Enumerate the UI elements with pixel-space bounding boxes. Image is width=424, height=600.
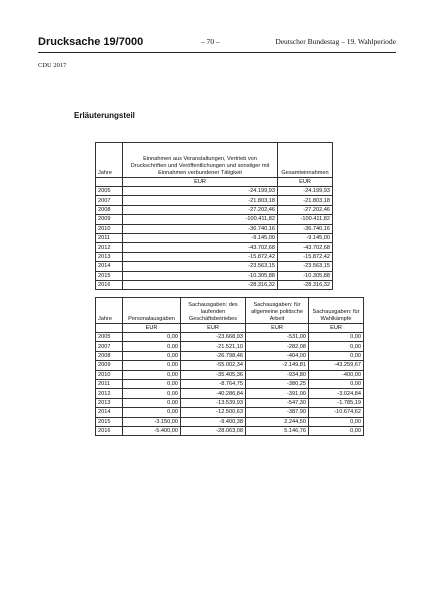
value-cell: -9.145,00 [278,233,333,242]
value-cell: -5.400,00 [123,426,181,435]
value-cell: 0,00 [123,370,181,379]
table-row [96,379,364,388]
unit-cell: EUR [123,178,278,187]
value-cell: -43.702,68 [123,243,278,252]
value-cell: -43.702,68 [278,243,333,252]
value-cell: -391,00 [246,389,309,398]
year-cell: 2014 [96,408,123,417]
year-cell: 2013 [96,398,123,407]
value-cell: -12.500,63 [181,408,246,417]
table-row [96,333,364,342]
publisher-line: Deutscher Bundestag – 19. Wahlperiode [275,37,396,46]
value-cell: 0,00 [123,342,181,351]
year-cell: 2012 [96,243,123,252]
value-cell: -1.785,19 [309,398,364,407]
table-row [96,417,364,426]
table-row [96,342,364,351]
expenses-table-unit-row [96,324,364,333]
value-cell: 5.146,76 [246,426,309,435]
unit-cell [96,324,123,333]
column-header-campaigns: Sachausgaben: für Wahlkämpfe [309,298,364,324]
unit-cell: EUR [123,324,181,333]
year-cell: 2010 [96,370,123,379]
value-cell: -35.405,36 [181,370,246,379]
value-cell: 0,00 [309,342,364,351]
header-divider [38,52,396,53]
value-cell: -10.674,62 [309,408,364,417]
year-cell: 2008 [96,351,123,360]
table-row [96,252,333,261]
value-cell: 0,00 [123,333,181,342]
year-cell: 2008 [96,205,123,214]
year-cell: 2015 [96,417,123,426]
value-cell: -36.740,16 [123,224,278,233]
value-cell: -9.145,00 [123,233,278,242]
value-cell: -40.286,84 [181,389,246,398]
value-cell: -380,25 [246,379,309,388]
value-cell: -10.305,88 [278,271,333,280]
unit-cell: EUR [246,324,309,333]
value-cell: 0,00 [123,389,181,398]
value-cell: 0,00 [309,333,364,342]
unit-cell: EUR [181,324,246,333]
column-header-operations: Sachausgaben: des laufenden Geschäftsbetriebes [181,298,246,324]
value-cell: -24.199,93 [123,187,278,196]
value-cell: -531,00 [246,333,309,342]
document-id: Drucksache 19/7000 [38,36,144,48]
column-header-years: Jahre [96,298,123,324]
value-cell: -28.316,32 [278,280,333,289]
column-header-personnel: Personalausgaben [123,298,181,324]
table-row [96,398,364,407]
unit-cell [96,178,123,187]
value-cell: -400,00 [309,370,364,379]
value-cell: 0,00 [309,379,364,388]
year-cell: 2011 [96,233,123,242]
table-row [96,351,364,360]
value-cell: -26.798,46 [181,351,246,360]
value-cell: -2.149,81 [246,361,309,370]
year-cell: 2014 [96,262,123,271]
year-cell: 2007 [96,196,123,205]
value-cell: 0,00 [123,379,181,388]
table-row [96,370,364,379]
value-cell: -23.668,93 [181,333,246,342]
table-row [96,271,333,280]
year-cell: 2011 [96,379,123,388]
table-row [96,389,364,398]
expenses-table [95,297,364,436]
year-cell: 2009 [96,361,123,370]
value-cell: -15.872,42 [278,252,333,261]
year-cell: 2012 [96,389,123,398]
income-table-header-row [96,143,333,178]
value-cell: -547,30 [246,398,309,407]
value-cell: -21.521,10 [181,342,246,351]
table-row [96,224,333,233]
year-cell: 2016 [96,280,123,289]
value-cell: -43.259,67 [309,361,364,370]
table-row [96,196,333,205]
year-cell: 2013 [96,252,123,261]
value-cell: -100.411,82 [123,215,278,224]
value-cell: -282,08 [246,342,309,351]
value-cell: -36.740,16 [278,224,333,233]
value-cell: -23.563,15 [278,262,333,271]
income-table [95,142,333,290]
value-cell: 0,00 [123,408,181,417]
party-label: CDU 2017 [38,62,67,69]
value-cell: -27.202,46 [123,205,278,214]
value-cell: -21.803,18 [123,196,278,205]
expenses-table-header-row [96,298,364,324]
table-row [96,426,364,435]
table-row [96,243,333,252]
unit-cell: EUR [278,178,333,187]
column-header-years: Jahre [96,143,123,178]
table-row [96,408,364,417]
value-cell: -21.803,18 [278,196,333,205]
value-cell: 0,00 [309,417,364,426]
table-row [96,262,333,271]
value-cell: -15.872,42 [123,252,278,261]
page-header [38,36,396,52]
table-row [96,280,333,289]
value-cell: 0,00 [309,351,364,360]
value-cell: 2.244,50 [246,417,309,426]
table-row [96,215,333,224]
value-cell: 0,00 [309,426,364,435]
year-cell: 2010 [96,224,123,233]
table-row [96,205,333,214]
table-row [96,233,333,242]
page-number: – 70 – [201,37,220,46]
value-cell: -934,80 [246,370,309,379]
value-cell: 0,00 [123,361,181,370]
value-cell: -55.002,34 [181,361,246,370]
column-header-event-income: Einnahmen aus Veranstaltungen, Vertrieb von Druckschriften und Veröffentlichungen und sonstiger mit Einnahmen verbundener Tätigkeit [123,143,278,178]
year-cell: 2009 [96,215,123,224]
value-cell: -404,00 [246,351,309,360]
value-cell: -28.063,08 [181,426,246,435]
value-cell: -23.563,15 [123,262,278,271]
table-row [96,361,364,370]
value-cell: 0,00 [123,398,181,407]
income-table-unit-row [96,178,333,187]
year-cell: 2015 [96,271,123,280]
value-cell: -100.411,82 [278,215,333,224]
year-cell: 2007 [96,342,123,351]
value-cell: -24.199,93 [278,187,333,196]
section-heading: Erläuterungsteil [74,111,135,120]
value-cell: -9.400,38 [181,417,246,426]
year-cell: 2016 [96,426,123,435]
value-cell: -28.316,32 [123,280,278,289]
value-cell: -8.764,75 [181,379,246,388]
value-cell: 0,00 [123,351,181,360]
table-row [96,187,333,196]
value-cell: -387,90 [246,408,309,417]
year-cell: 2005 [96,187,123,196]
column-header-total-income: Gesamteinnahmen [278,143,333,178]
unit-cell: EUR [309,324,364,333]
year-cell: 2005 [96,333,123,342]
value-cell: -3.150,00 [123,417,181,426]
value-cell: -13.539,93 [181,398,246,407]
value-cell: -3.024,84 [309,389,364,398]
value-cell: -10.305,88 [123,271,278,280]
column-header-political-work: Sachausgaben: für allgemeine politische Arbeit [246,298,309,324]
value-cell: -27.202,46 [278,205,333,214]
